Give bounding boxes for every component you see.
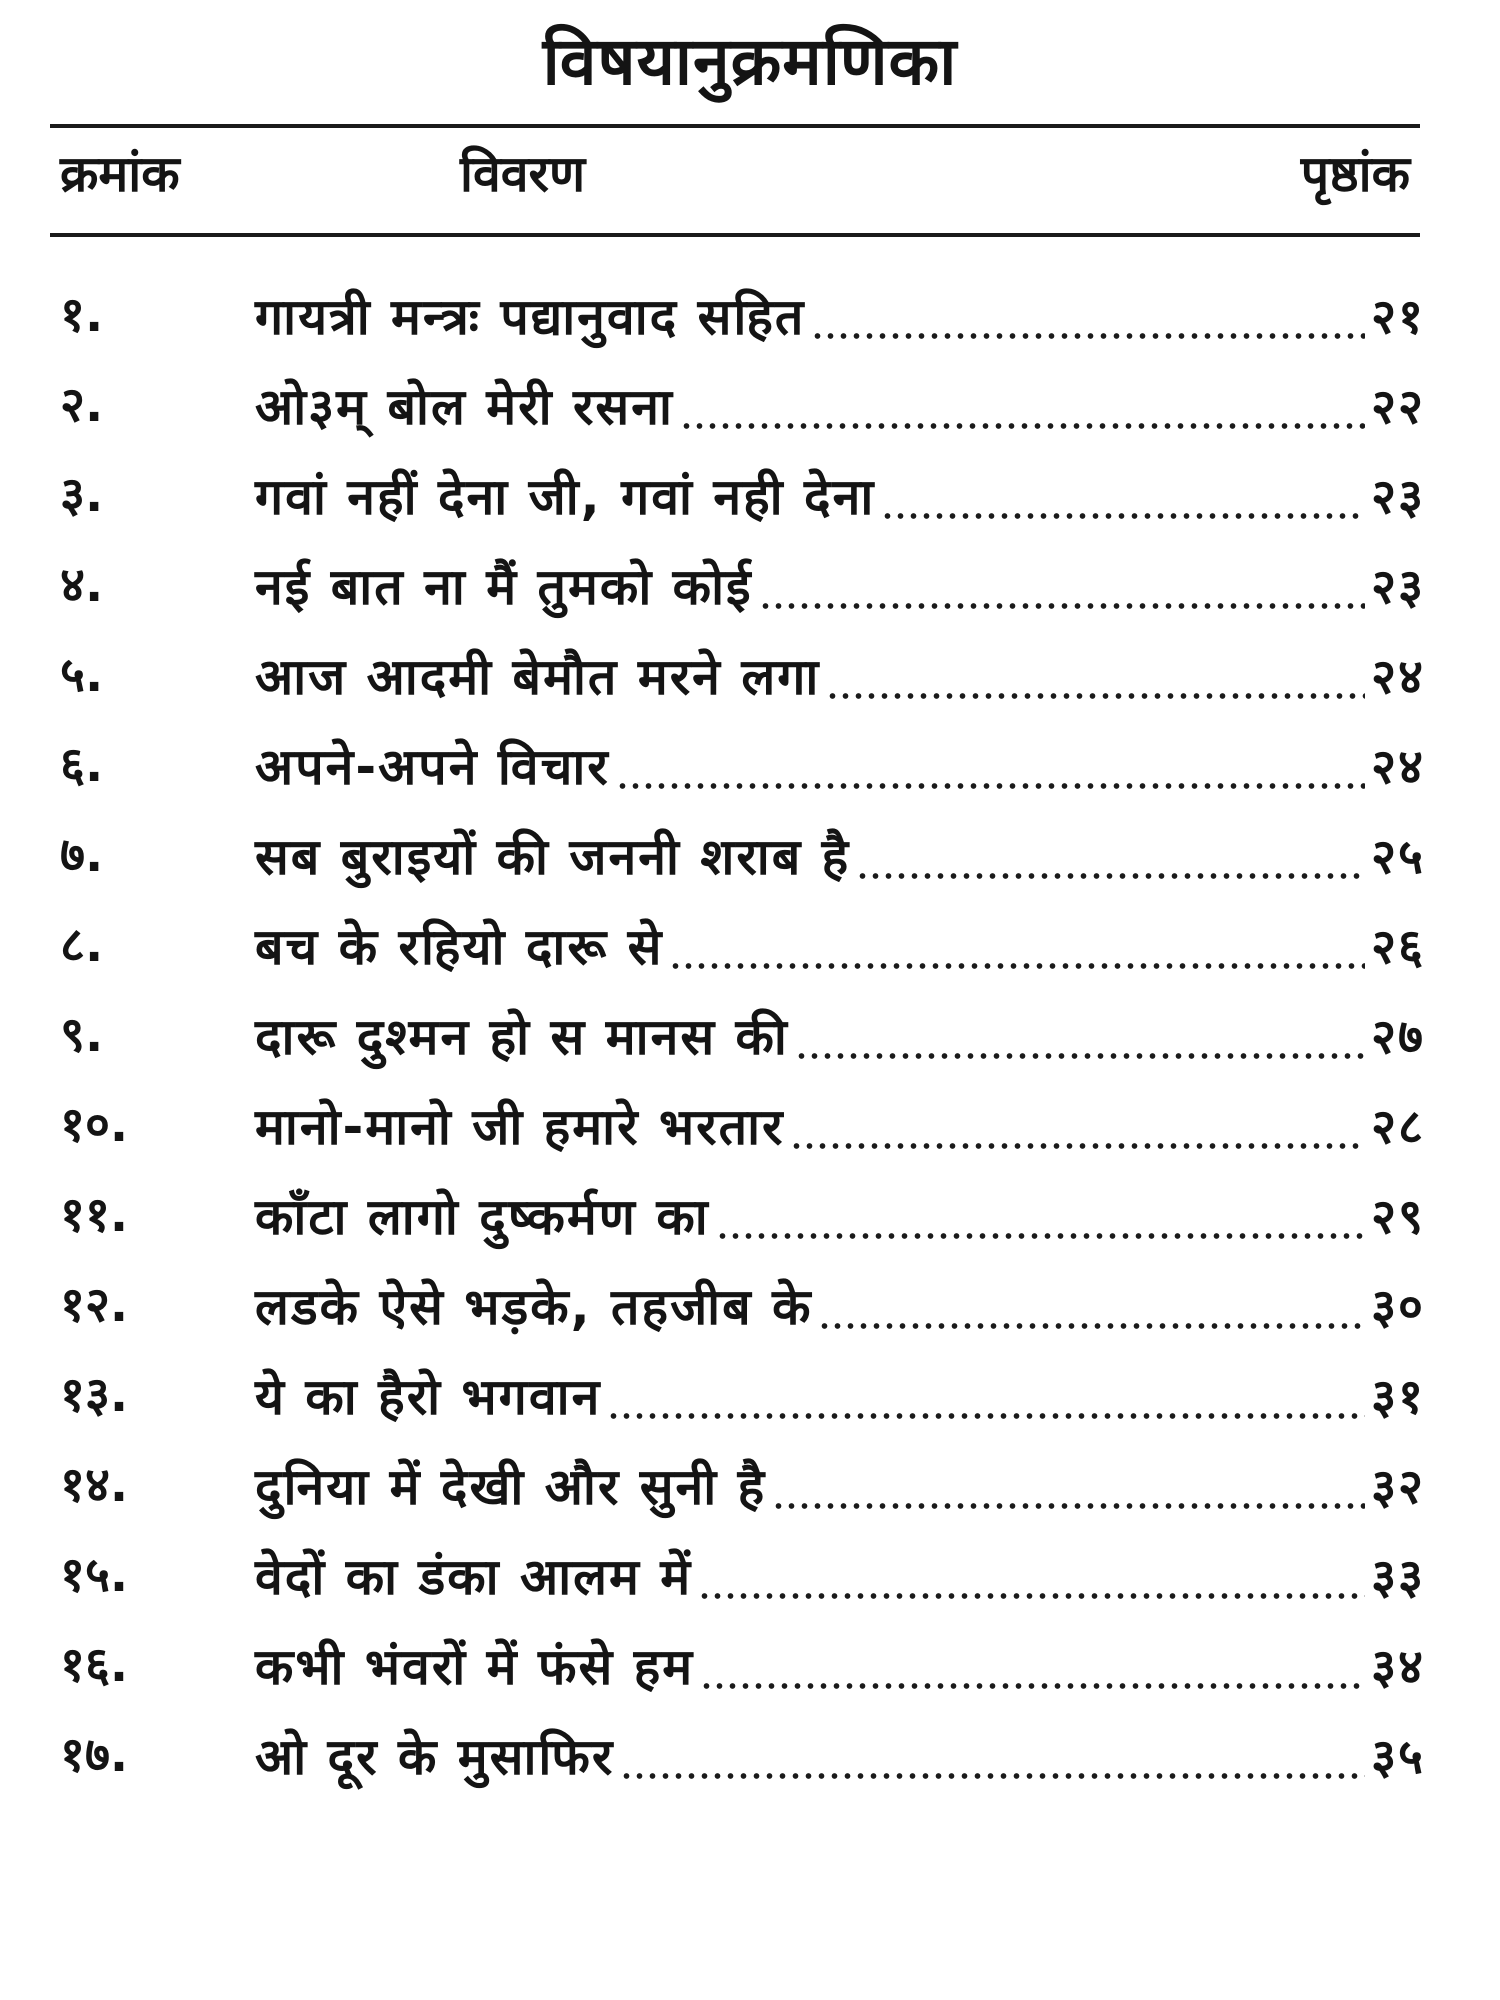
entry-title: ओ३म् बोल मेरी रसना bbox=[255, 378, 674, 436]
page-title: विषयानुक्रमणिका bbox=[542, 23, 958, 100]
toc-entry bbox=[0, 1350, 1500, 1440]
entry-title: सब बुराइयों की जननी शराब है bbox=[255, 828, 851, 886]
dot-leader bbox=[716, 1170, 1365, 1260]
toc-entry bbox=[0, 720, 1500, 810]
entry-line bbox=[255, 900, 1425, 990]
header-bottom-rule bbox=[50, 233, 1420, 237]
entry-page-number: २५ bbox=[1371, 828, 1425, 885]
toc-entry bbox=[0, 1440, 1500, 1530]
entry-line bbox=[255, 540, 1425, 630]
entry-title: ओ दूर के मुसाफिर bbox=[255, 1728, 615, 1786]
entry-line bbox=[255, 1440, 1425, 1530]
entry-title: गायत्री मन्त्रः पद्यानुवाद सहित bbox=[255, 288, 806, 346]
entry-line bbox=[255, 450, 1425, 540]
entry-page-number: २३ bbox=[1371, 468, 1425, 525]
dot-leader bbox=[881, 450, 1365, 540]
entry-page-number: ३३ bbox=[1371, 1548, 1425, 1605]
entry-number: ५. bbox=[60, 647, 104, 703]
dot-leader bbox=[826, 630, 1365, 720]
entry-line bbox=[255, 1530, 1425, 1620]
entry-page-number: २६ bbox=[1371, 918, 1425, 975]
entry-line bbox=[255, 1080, 1425, 1170]
dot-leader bbox=[700, 1620, 1365, 1710]
entry-title: नई बात ना मैं तुमको कोई bbox=[255, 558, 753, 616]
header-top-rule bbox=[50, 124, 1420, 128]
dot-leader bbox=[680, 360, 1365, 450]
toc-entry bbox=[0, 810, 1500, 900]
entry-number: १. bbox=[60, 287, 104, 343]
dot-leader bbox=[856, 810, 1365, 900]
entry-number: ९. bbox=[60, 1007, 104, 1063]
dot-leader bbox=[607, 1350, 1365, 1440]
toc-entry bbox=[0, 1530, 1500, 1620]
entry-number: १३. bbox=[60, 1367, 129, 1423]
entry-title: ये का हैरो भगवान bbox=[255, 1368, 602, 1426]
toc-entry bbox=[0, 1620, 1500, 1710]
toc-entry bbox=[0, 1170, 1500, 1260]
entry-title: आज आदमी बेमौत मरने लगा bbox=[255, 648, 821, 706]
entry-page-number: ३२ bbox=[1371, 1458, 1425, 1515]
entry-page-number: ३४ bbox=[1371, 1638, 1425, 1695]
toc-entry bbox=[0, 360, 1500, 450]
entry-line bbox=[255, 990, 1425, 1080]
entry-page-number: ३१ bbox=[1371, 1368, 1425, 1425]
entry-title: बच के रहियो दारू से bbox=[255, 918, 664, 976]
dot-leader bbox=[616, 720, 1365, 810]
toc-entry bbox=[0, 450, 1500, 540]
entry-page-number: २४ bbox=[1371, 648, 1425, 705]
entry-number: ८. bbox=[60, 917, 104, 973]
entry-page-number: २७ bbox=[1371, 1008, 1425, 1065]
dot-leader bbox=[795, 990, 1365, 1080]
entry-title: लडके ऐसे भड़के, तहजीब के bbox=[255, 1278, 813, 1336]
entry-title: अपने-अपने विचार bbox=[255, 738, 610, 796]
dot-leader bbox=[759, 540, 1365, 630]
entry-line bbox=[255, 720, 1425, 810]
entry-number: १०. bbox=[60, 1097, 129, 1153]
entry-title: काँटा लागो दुष्कर्मण का bbox=[255, 1188, 710, 1246]
entry-page-number: २२ bbox=[1371, 378, 1425, 435]
entry-number: २. bbox=[60, 377, 104, 433]
toc-entry bbox=[0, 990, 1500, 1080]
column-header-page: पृष्ठांक bbox=[1300, 145, 1410, 203]
entry-page-number: ३५ bbox=[1371, 1728, 1425, 1785]
entry-number: ६. bbox=[60, 737, 104, 793]
entry-number: ४. bbox=[60, 557, 104, 613]
entry-page-number: २४ bbox=[1371, 738, 1425, 795]
dot-leader bbox=[811, 270, 1365, 360]
toc-entry bbox=[0, 1080, 1500, 1170]
toc-entry bbox=[0, 900, 1500, 990]
dot-leader bbox=[772, 1440, 1365, 1530]
entry-line bbox=[255, 1620, 1425, 1710]
entry-number: ३. bbox=[60, 467, 104, 523]
entry-title: कभी भंवरों में फंसे हम bbox=[255, 1638, 695, 1696]
entry-page-number: २९ bbox=[1371, 1188, 1425, 1245]
toc-list bbox=[0, 270, 1500, 1800]
entry-title: दुनिया में देखी और सुनी है bbox=[255, 1458, 767, 1516]
entry-line bbox=[255, 270, 1425, 360]
entry-title: गवां नहीं देना जी, गवां नही देना bbox=[255, 468, 876, 526]
entry-line bbox=[255, 1260, 1425, 1350]
entry-page-number: २३ bbox=[1371, 558, 1425, 615]
entry-title: वेदों का डंका आलम में bbox=[255, 1548, 693, 1606]
entry-line bbox=[255, 630, 1425, 720]
entry-page-number: ३० bbox=[1371, 1278, 1425, 1335]
entry-line bbox=[255, 1710, 1425, 1800]
column-header-description: विवरण bbox=[460, 145, 586, 203]
entry-number: १६. bbox=[60, 1637, 129, 1693]
entry-title: दारू दुश्मन हो स मानस की bbox=[255, 1008, 789, 1066]
entry-number: १४. bbox=[60, 1457, 129, 1513]
toc-entry bbox=[0, 1710, 1500, 1800]
toc-entry bbox=[0, 1260, 1500, 1350]
entry-line bbox=[255, 360, 1425, 450]
dot-leader bbox=[620, 1710, 1365, 1800]
dot-leader bbox=[790, 1080, 1365, 1170]
entry-number: ७. bbox=[60, 827, 104, 883]
entry-number: १२. bbox=[60, 1277, 129, 1333]
toc-entry bbox=[0, 270, 1500, 360]
entry-number: १७. bbox=[60, 1727, 129, 1783]
column-header-number: क्रमांक bbox=[60, 145, 180, 203]
entry-line bbox=[255, 1170, 1425, 1260]
entry-title: मानो-मानो जी हमारे भरतार bbox=[255, 1098, 785, 1156]
entry-page-number: २८ bbox=[1371, 1098, 1425, 1155]
dot-leader bbox=[669, 900, 1365, 990]
dot-leader bbox=[818, 1260, 1365, 1350]
entry-number: १५. bbox=[60, 1547, 129, 1603]
entry-page-number: २१ bbox=[1371, 288, 1425, 345]
entry-line bbox=[255, 1350, 1425, 1440]
entry-line bbox=[255, 810, 1425, 900]
entry-number: ११. bbox=[60, 1187, 129, 1243]
dot-leader bbox=[698, 1530, 1365, 1620]
toc-entry bbox=[0, 630, 1500, 720]
toc-entry bbox=[0, 540, 1500, 630]
